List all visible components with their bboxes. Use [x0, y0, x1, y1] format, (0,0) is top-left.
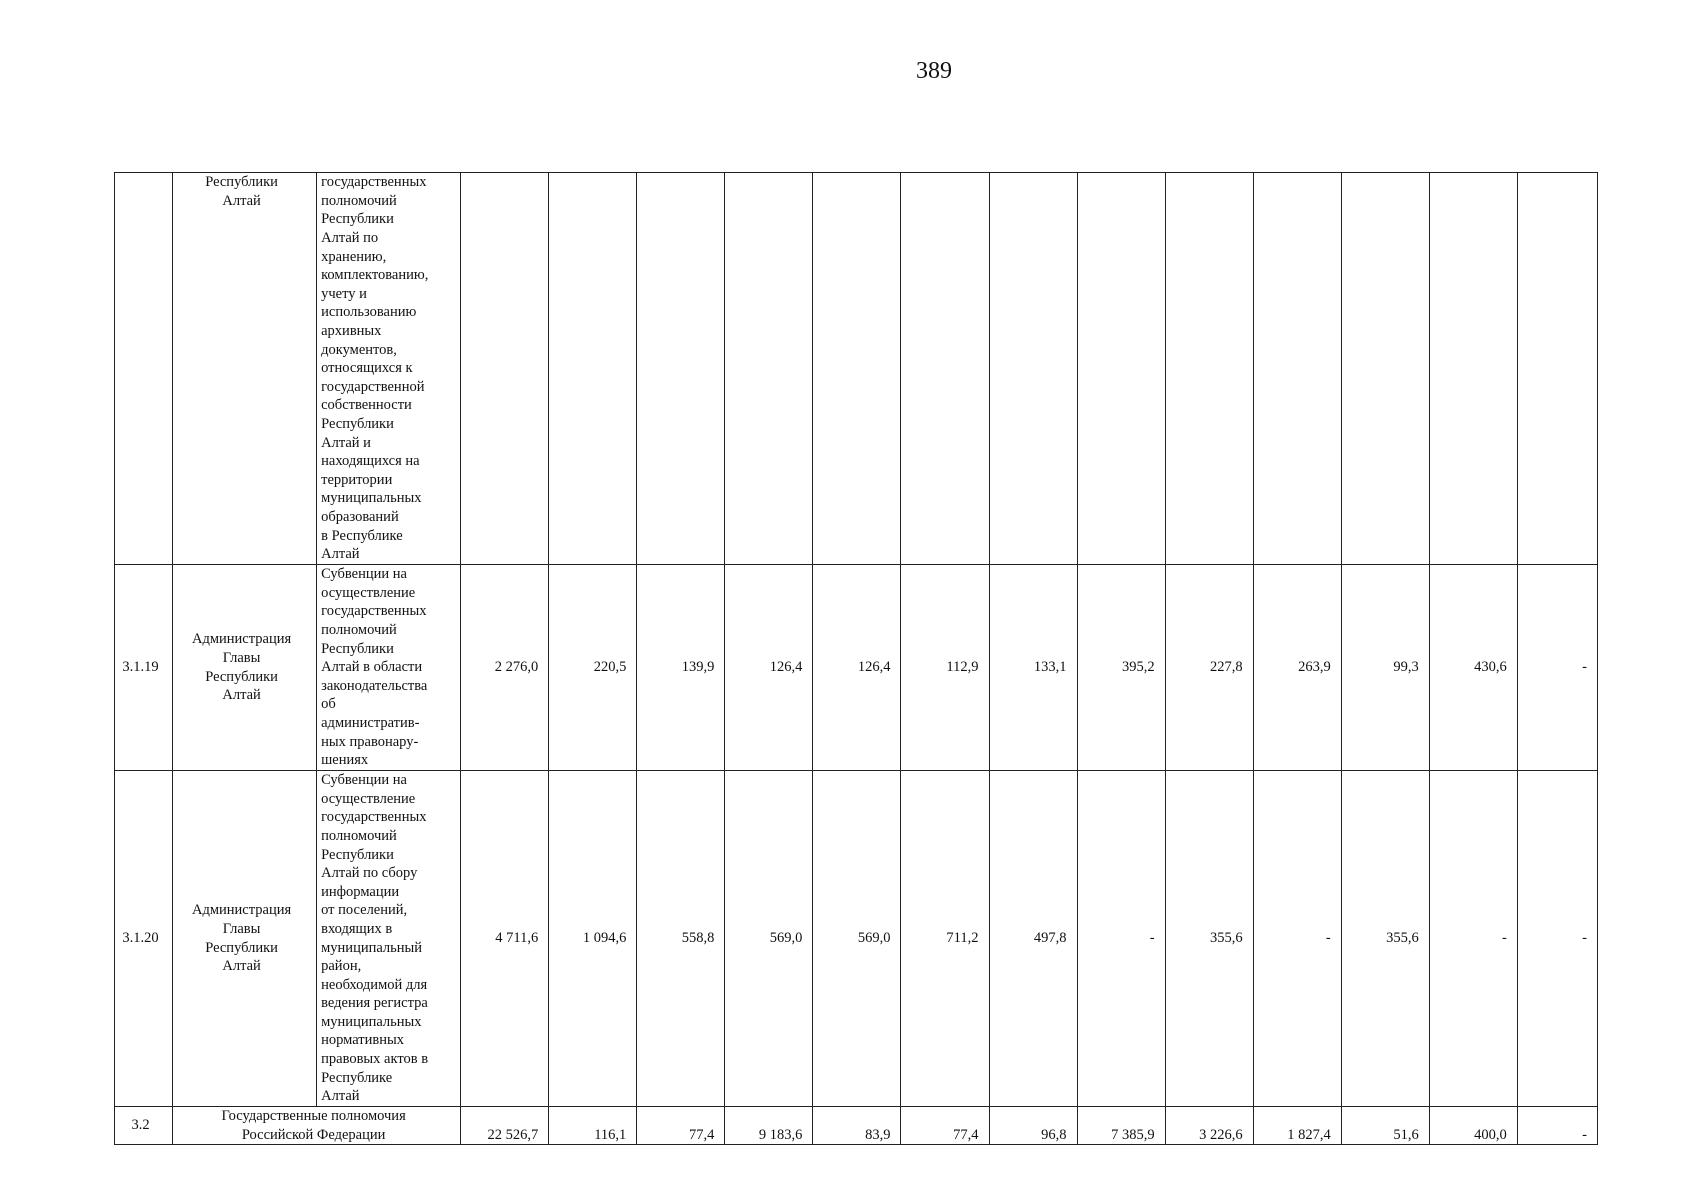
- row-code: 3.1.20: [115, 771, 173, 1107]
- value-cell: 395,2: [1077, 565, 1165, 771]
- row-executor: Республики Алтай: [173, 173, 317, 565]
- value-cell: 569,0: [813, 771, 901, 1107]
- value-cell: [1165, 173, 1253, 565]
- row-code: [115, 173, 173, 565]
- value-cell: 2 276,0: [461, 565, 549, 771]
- row-executor: Администрация Главы Республики Алтай: [173, 565, 317, 771]
- value-cell: 3 226,6: [1165, 1107, 1253, 1145]
- row-code: 3.1.19: [115, 565, 173, 771]
- value-cell: -: [1429, 771, 1517, 1107]
- value-cell: 355,6: [1341, 771, 1429, 1107]
- value-cell: 139,9: [637, 565, 725, 771]
- value-cell: 77,4: [901, 1107, 989, 1145]
- value-cell: [725, 173, 813, 565]
- value-cell: 77,4: [637, 1107, 725, 1145]
- value-cell: [1341, 173, 1429, 565]
- budget-table: [114, 172, 1598, 1145]
- table-row: [115, 173, 1598, 565]
- page-number: 389: [916, 58, 952, 84]
- value-cell: 227,8: [1165, 565, 1253, 771]
- value-cell: -: [1077, 771, 1165, 1107]
- row-description: Субвенции на осуществление государственных полномочий Республики Алтай в области законодательства об административ- ных правонару- шениях: [317, 565, 461, 771]
- value-cell: -: [1517, 1107, 1597, 1145]
- value-cell: 112,9: [901, 565, 989, 771]
- value-cell: 569,0: [725, 771, 813, 1107]
- value-cell: [461, 173, 549, 565]
- value-cell: 1 094,6: [549, 771, 637, 1107]
- value-cell: 400,0: [1429, 1107, 1517, 1145]
- section-label: Государственные полномочия Российской Федерации: [173, 1107, 461, 1145]
- value-cell: 83,9: [813, 1107, 901, 1145]
- value-cell: [1517, 173, 1597, 565]
- value-cell: 133,1: [989, 565, 1077, 771]
- value-cell: 116,1: [549, 1107, 637, 1145]
- row-description: государственных полномочий Республики Алтай по хранению, комплектованию, учету и использованию архивных документов, относящихся к государственной собственности Республики Алтай и находящихся на территории муниципальных образований в Республике Алтай: [317, 173, 461, 565]
- value-cell: [549, 173, 637, 565]
- value-cell: [1253, 173, 1341, 565]
- value-cell: 220,5: [549, 565, 637, 771]
- value-cell: -: [1517, 565, 1597, 771]
- row-description: Субвенции на осуществление государственных полномочий Республики Алтай по сбору информации от поселений, входящих в муниципальный район, необходимой для ведения регистра муниципальных нормативных правовых актов в Республике Алтай: [317, 771, 461, 1107]
- table-row: [115, 565, 1598, 771]
- value-cell: 263,9: [1253, 565, 1341, 771]
- row-code: 3.2: [115, 1107, 173, 1145]
- value-cell: [813, 173, 901, 565]
- value-cell: [989, 173, 1077, 565]
- row-executor: Администрация Главы Республики Алтай: [173, 771, 317, 1107]
- value-cell: [1429, 173, 1517, 565]
- value-cell: 558,8: [637, 771, 725, 1107]
- value-cell: 1 827,4: [1253, 1107, 1341, 1145]
- value-cell: -: [1253, 771, 1341, 1107]
- table-row: [115, 1107, 1598, 1145]
- value-cell: 497,8: [989, 771, 1077, 1107]
- value-cell: 96,8: [989, 1107, 1077, 1145]
- value-cell: 126,4: [813, 565, 901, 771]
- value-cell: 51,6: [1341, 1107, 1429, 1145]
- value-cell: 711,2: [901, 771, 989, 1107]
- value-cell: -: [1517, 771, 1597, 1107]
- table-row: [115, 771, 1598, 1107]
- value-cell: 99,3: [1341, 565, 1429, 771]
- value-cell: 430,6: [1429, 565, 1517, 771]
- value-cell: 355,6: [1165, 771, 1253, 1107]
- value-cell: [1077, 173, 1165, 565]
- value-cell: 4 711,6: [461, 771, 549, 1107]
- value-cell: 126,4: [725, 565, 813, 771]
- value-cell: [901, 173, 989, 565]
- value-cell: [637, 173, 725, 565]
- value-cell: 22 526,7: [461, 1107, 549, 1145]
- value-cell: 7 385,9: [1077, 1107, 1165, 1145]
- value-cell: 9 183,6: [725, 1107, 813, 1145]
